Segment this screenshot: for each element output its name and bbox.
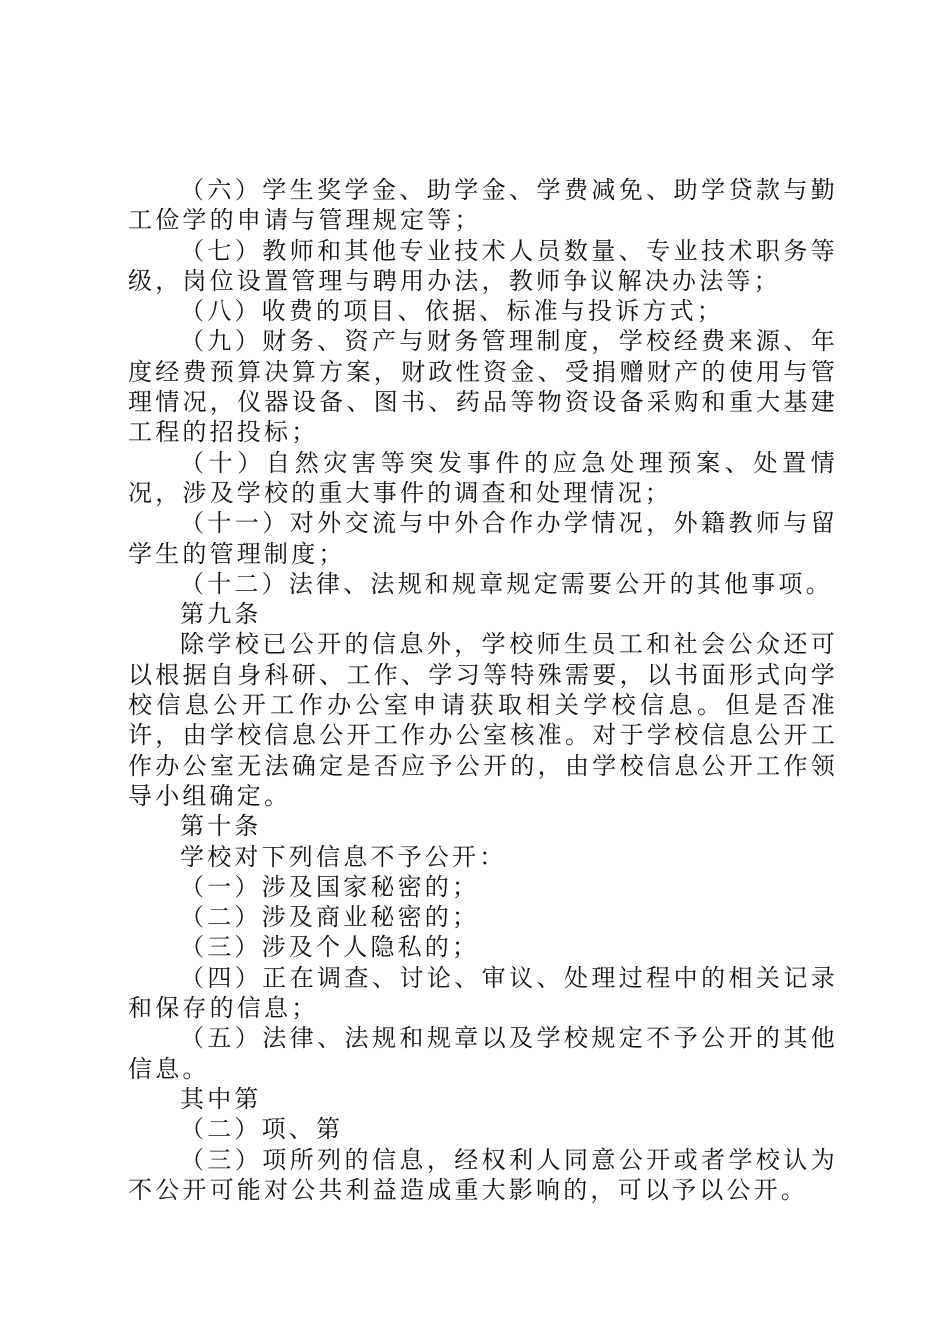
paragraph-item-7-teachers: （七）教师和其他专业技术人员数量、专业技术职务等级，岗位设置管理与聘用办法，教师争议解决办法等； (128, 236, 838, 295)
document-body (128, 175, 838, 1205)
article-9-body: 除学校已公开的信息外，学校师生员工和社会公众还可以根据自身科研、工作、学习等特殊需要，以书面形式向学校信息公开工作办公室申请获取相关学校信息。但是否准许，由学校信息公开工作办公室核准。对于学校信息公开工作办公室无法确定是否应予公开的，由学校信息公开工作领导小组确定。 (128, 630, 838, 810)
exempt-item-4: （四）正在调查、讨论、审议、处理过程中的相关记录和保存的信息； (128, 963, 838, 1023)
article-9-heading: 第九条 (180, 600, 262, 629)
paragraph-item-9-finance: （九）财务、资产与财务管理制度，学校经费来源、年度经费预算决算方案，财政性资金、受捐赠财产的使用与管理情况，仪器设备、图书、药品等物资设备采购和重大基建工程的招投标； (128, 327, 838, 447)
exempt-item-1: （一）涉及国家秘密的； (180, 872, 480, 901)
exempt-item-5: （五）法律、法规和规章以及学校规定不予公开的其他信息。 (128, 1024, 838, 1083)
paragraph-item-6-scholarships: （六）学生奖学金、助学金、学费减免、助学贷款与勤工俭学的申请与管理规定等； (128, 176, 838, 235)
paragraph-item-12-other: （十二）法律、法规和规章规定需要公开的其他事项。 (180, 569, 833, 598)
exception-clause-part-2: （二）项、第 (180, 1115, 344, 1144)
paragraph-item-11-exchange: （十一）对外交流与中外合作办学情况，外籍教师与留学生的管理制度； (128, 509, 838, 568)
exempt-item-3: （三）涉及个人隐私的； (180, 933, 480, 962)
article-10-heading: 第十条 (180, 812, 262, 841)
exception-clause-part-1: 其中第 (180, 1084, 262, 1113)
paragraph-item-10-emergencies: （十）自然灾害等突发事件的应急处理预案、处置情况，涉及学校的重大事件的调查和处理情况； (128, 448, 838, 507)
exception-clause-part-3: （三）项所列的信息，经权利人同意公开或者学校认为不公开可能对公共利益造成重大影响的，可以予以公开。 (128, 1145, 838, 1204)
article-10-intro: 学校对下列信息不予公开： (180, 842, 507, 871)
paragraph-item-8-fees: （八）收费的项目、依据、标准与投诉方式； (180, 297, 724, 326)
exempt-item-2: （二）涉及商业秘密的； (180, 903, 480, 932)
